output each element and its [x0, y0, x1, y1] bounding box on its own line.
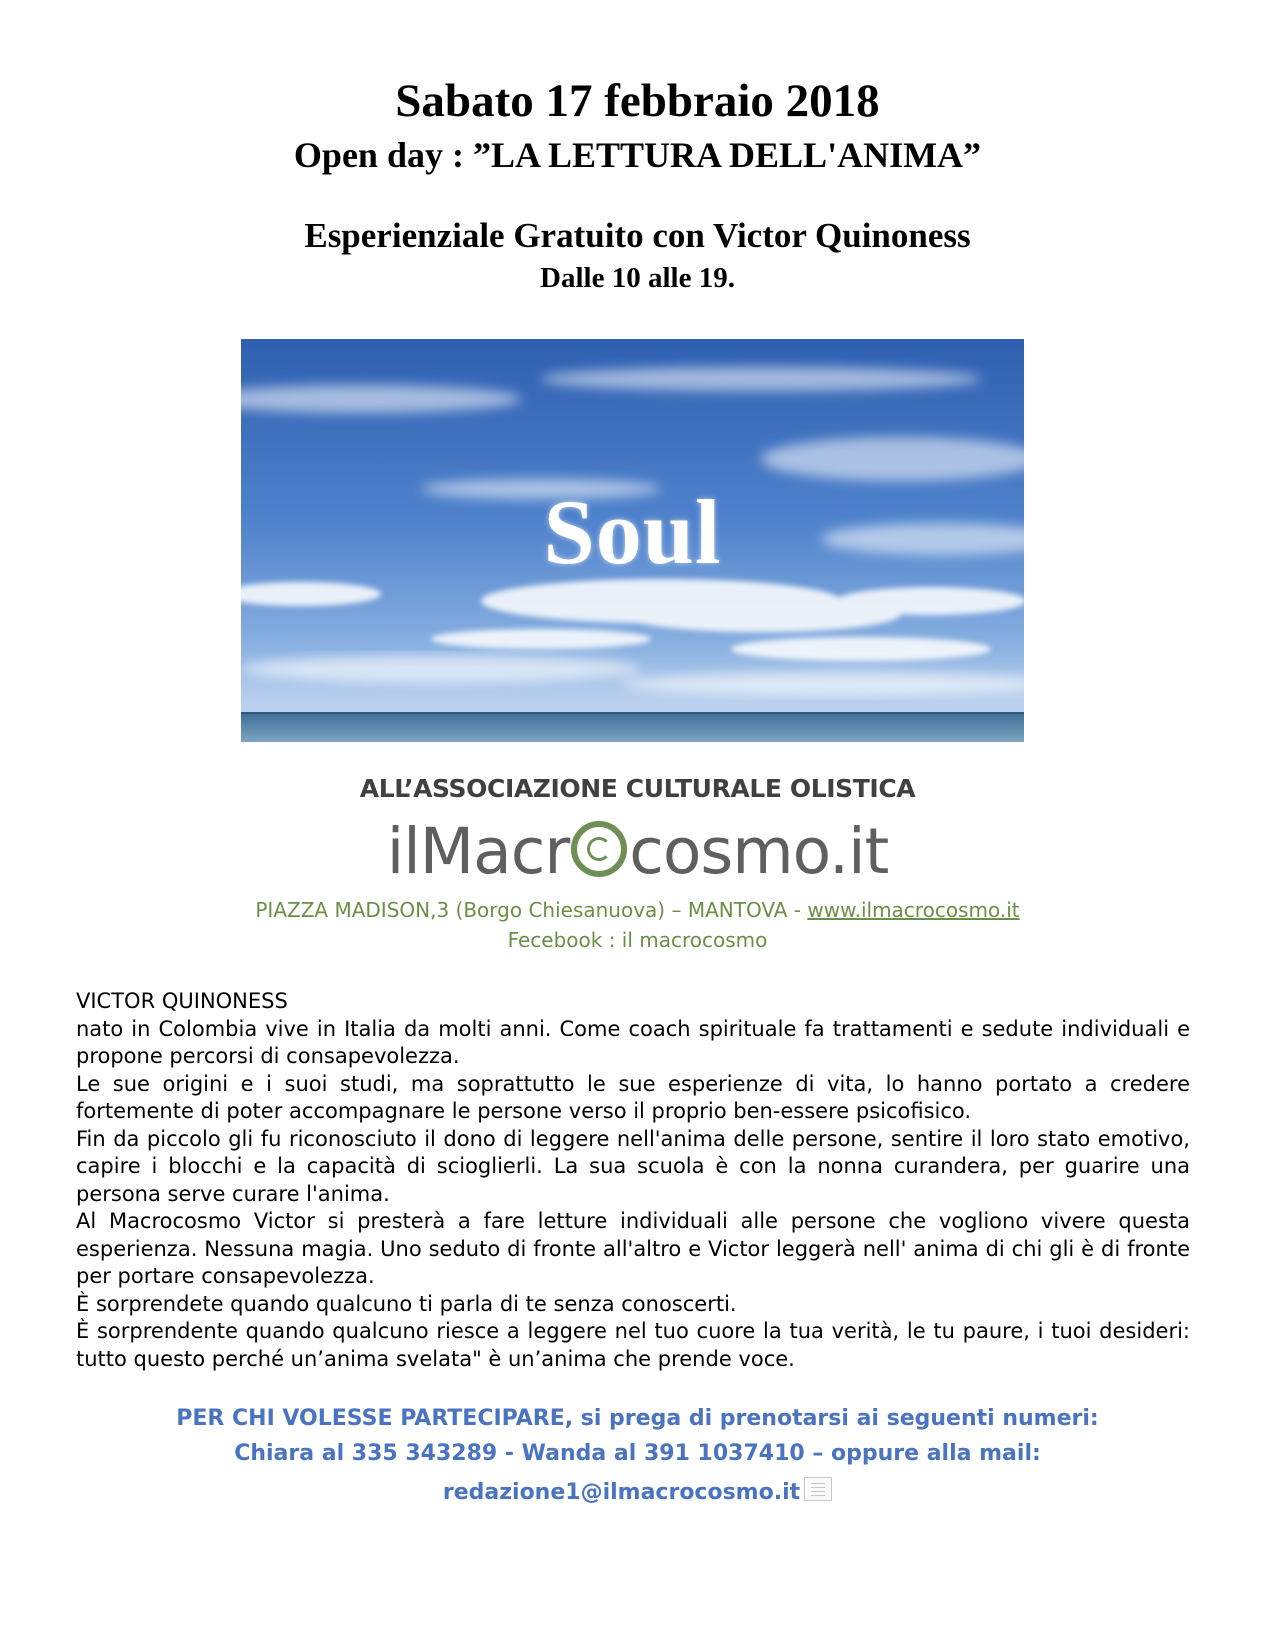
hero-word-soul: Soul — [543, 481, 722, 583]
bio-paragraph: Al Macrocosmo Victor si presterà a fare letture individuali alle persone che vogliono vivere questa esperienza. Nessuna magia. Uno seduto di fronte all'altro e Victor leggerà nell' anima di chi gli è di fronte per portare consapevolezza. — [76, 1209, 1190, 1288]
cta-line-1: PER CHI VOLESSE PARTECIPARE, si prega di prenotarsi ai seguenti numeri: — [176, 1406, 1099, 1431]
event-title: Open day : ”LA LETTURA DELL'ANIMA” — [293, 135, 982, 175]
bio-section — [76, 988, 1190, 1373]
website-link[interactable]: www.ilmacrocosmo.it — [807, 898, 1020, 922]
cta-email-line — [0, 1477, 1275, 1505]
logo-text-right: cosmo.it — [629, 815, 889, 888]
bio-paragraph: È sorprendente quando qualcuno riesce a leggere nel tuo cuore la tua verità, le tu paure, i tuoi desideri: tutto questo perché un’anima svelata" è un’anima che prende voce. — [76, 1319, 1190, 1371]
bio-name: VICTOR QUINONESS — [76, 989, 288, 1013]
macrocosmo-logo — [0, 815, 1275, 888]
bio-paragraph: Fin da piccolo gli fu riconosciuto il dono di leggere nell'anima delle persone, sentire il loro stato emotivo, capire i blocchi e la capacità di scioglierli. La sua scuola è con la nonna curandera, per guarire una persona serve curare l'anima. — [76, 1126, 1190, 1206]
bio-paragraph: È sorprendete quando qualcuno ti parla di te senza conoscerti. — [76, 1291, 737, 1316]
event-date: Sabato 17 febbraio 2018 — [395, 75, 880, 127]
facebook-line: Fecebook : il macrocosmo — [507, 928, 768, 952]
bio-paragraph: nato in Colombia vive in Italia da molti anni. Come coach spirituale fa trattamenti e sedute individuali e propone percorsi di consapevolezza. — [76, 1016, 1190, 1068]
cta-line-2: Chiara al 335 343289 - Wanda al 391 1037410 – oppure alla mail: — [234, 1441, 1041, 1466]
bio-paragraph: Le sue origini e i suoi studi, ma soprattutto le sue esperienze di vita, lo hanno portato a credere fortemente di poter accompagnare le persone verso il proprio ben-essere psicofisico. — [76, 1071, 1190, 1123]
hero-image-sky — [241, 339, 1024, 742]
event-hours: Dalle 10 alle 19. — [540, 262, 735, 294]
logo-text-left: ilMacr — [386, 815, 570, 888]
address-text: PIAZZA MADISON,3 (Borgo Chiesanuova) – MANTOVA - — [255, 898, 808, 922]
triskelion-icon — [571, 821, 627, 877]
event-subtitle: Esperienziale Gratuito con Victor Quinoness — [304, 216, 971, 255]
email-link[interactable]: redazione1@ilmacrocosmo.it — [442, 1480, 801, 1505]
address-line — [0, 898, 1275, 922]
association-label: ALL’ASSOCIAZIONE CULTURALE OLISTICA — [359, 774, 916, 803]
mail-note-icon — [804, 1477, 832, 1501]
